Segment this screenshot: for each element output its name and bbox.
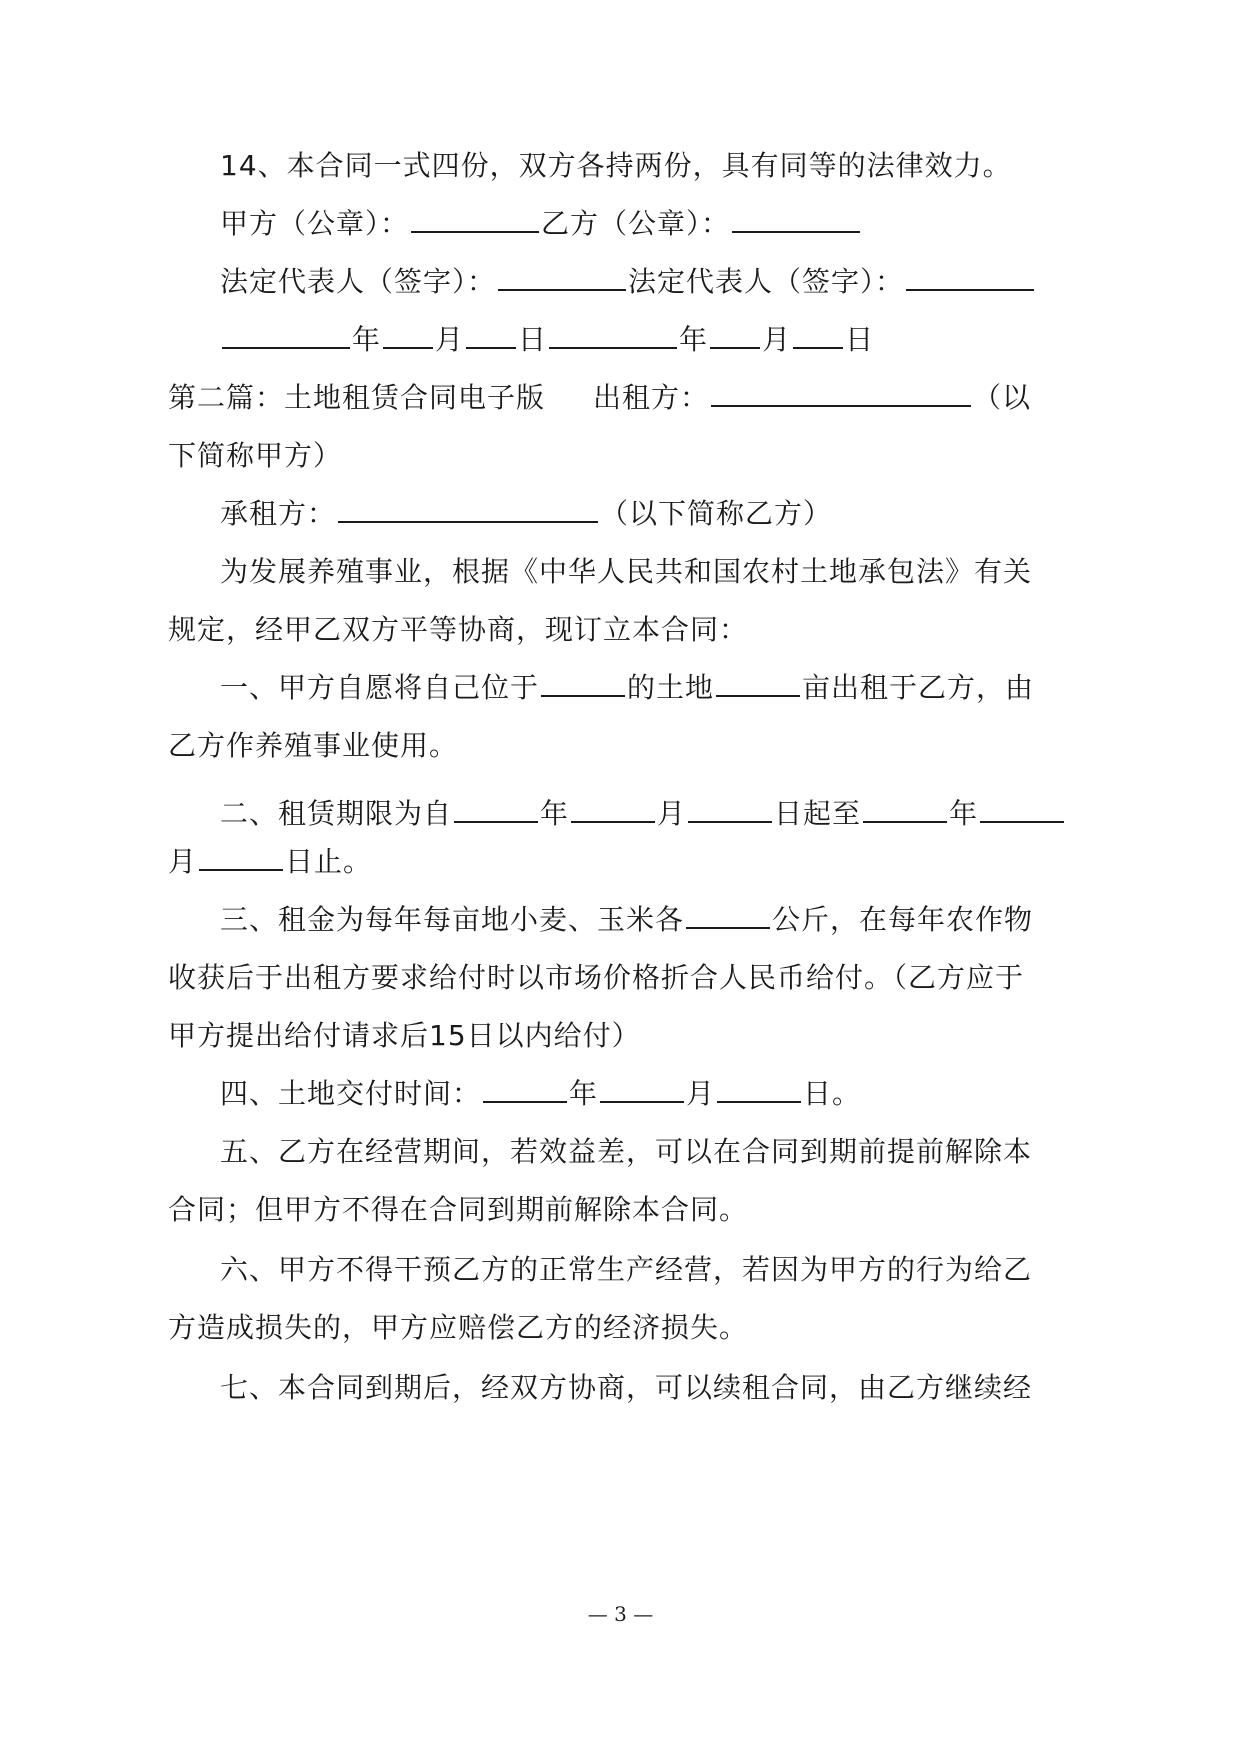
text: 三、租金为每年每亩地小麦、玉米各 (220, 903, 685, 936)
year-blank[interactable] (549, 321, 677, 349)
clause-3-cont-2 (168, 1016, 641, 1056)
clause-3-cont (168, 958, 1024, 998)
year-label: 年 (949, 797, 979, 830)
start-day-blank[interactable] (688, 795, 772, 823)
month-label: 月 (762, 323, 792, 356)
delivery-day-blank[interactable] (717, 1075, 801, 1103)
text: 二、租赁期限为自 (220, 797, 453, 830)
day-blank[interactable] (793, 321, 843, 349)
year-label: 年 (540, 797, 570, 830)
text: 14、本合同一式四份，双方各持两份，具有同等的法律效力。 (220, 149, 1012, 182)
text: 甲方提出给付请求后15日以内给付） (168, 1019, 641, 1052)
month-label: 月 (686, 1077, 716, 1110)
text: 为发展养殖事业，根据《中华人民共和国农村土地承包法》有关 (220, 555, 1033, 588)
month-label: 月 (657, 797, 687, 830)
start-year-blank[interactable] (454, 795, 538, 823)
year-blank[interactable] (222, 321, 350, 349)
clause-4 (220, 1074, 861, 1114)
day-label: 日 (518, 323, 548, 356)
text: 方造成损失的，甲方应赔偿乙方的经济损失。 (168, 1311, 749, 1344)
end-month-blank[interactable] (980, 795, 1064, 823)
lessor-note: （以 (973, 381, 1032, 414)
month-blank[interactable] (383, 321, 433, 349)
start-month-blank[interactable] (571, 795, 655, 823)
lessee-line (220, 494, 832, 534)
month-blank[interactable] (710, 321, 760, 349)
party-b-rep-label: 法定代表人（签字）： (628, 265, 905, 298)
clause-1 (220, 668, 1034, 708)
text: 日起至 (774, 797, 862, 830)
text: 的土地 (627, 671, 715, 704)
lessor-label: 出租方： (593, 381, 710, 414)
text: 四、土地交付时间： (220, 1077, 482, 1110)
delivery-month-blank[interactable] (600, 1075, 684, 1103)
date-line (220, 320, 874, 360)
text: 一、甲方自愿将自己位于 (220, 671, 540, 704)
lessor-note-cont (168, 436, 342, 476)
day-label: 日。 (803, 1077, 862, 1110)
clause-6 (220, 1250, 1032, 1290)
end-year-blank[interactable] (863, 795, 947, 823)
party-b-seal-blank[interactable] (732, 205, 860, 233)
clause-2 (220, 794, 1066, 834)
lessor-blank[interactable] (711, 379, 971, 407)
party-b-rep-blank[interactable] (906, 263, 1034, 291)
section-heading-line (168, 378, 1031, 418)
clause-14 (220, 146, 1012, 186)
lessee-label: 承租方： (220, 497, 337, 530)
clause-5 (220, 1132, 1032, 1172)
seal-line (220, 204, 862, 244)
year-label: 年 (679, 323, 709, 356)
lessee-note: （以下简称乙方） (600, 497, 833, 530)
month-label: 月 (435, 323, 465, 356)
location-blank[interactable] (541, 669, 625, 697)
section-title: 第二篇：土地租赁合同电子版 (168, 381, 546, 414)
party-a-seal-label: 甲方（公章）： (220, 207, 410, 240)
clause-6-cont (168, 1308, 748, 1348)
party-a-rep-blank[interactable] (498, 263, 626, 291)
text: 公斤，在每年农作物 (772, 903, 1034, 936)
month-label: 月 (168, 845, 198, 878)
clause-5-cont (168, 1190, 748, 1230)
signature-line (220, 262, 1036, 302)
preamble (220, 552, 1032, 592)
day-label: 日 (845, 323, 875, 356)
page-number: — 3 — (587, 1602, 654, 1626)
clause-3 (220, 900, 1033, 940)
text: 收获后于出租方要求给付时以市场价格折合人民币给付。（乙方应于 (168, 961, 1025, 994)
end-day-blank[interactable] (199, 843, 283, 871)
text: 日止。 (285, 845, 373, 878)
text: 五、乙方在经营期间，若效益差，可以在合同到期前提前解除本 (220, 1135, 1033, 1168)
delivery-year-blank[interactable] (483, 1075, 567, 1103)
preamble-cont (168, 610, 748, 650)
text: 下简称甲方） (168, 439, 343, 472)
area-blank[interactable] (716, 669, 800, 697)
rent-amount-blank[interactable] (686, 901, 770, 929)
text: 亩出租于乙方，由 (802, 671, 1035, 704)
text: 七、本合同到期后，经双方协商，可以续租合同，由乙方继续经 (220, 1371, 1033, 1404)
text: 规定，经甲乙双方平等协商，现订立本合同： (168, 613, 749, 646)
party-a-rep-label: 法定代表人（签字）： (220, 265, 497, 298)
day-blank[interactable] (466, 321, 516, 349)
year-label: 年 (569, 1077, 599, 1110)
text: 合同；但甲方不得在合同到期前解除本合同。 (168, 1193, 749, 1226)
lessee-blank[interactable] (338, 495, 598, 523)
text: 六、甲方不得干预乙方的正常生产经营，若因为甲方的行为给乙 (220, 1253, 1033, 1286)
party-b-seal-label: 乙方（公章）： (541, 207, 731, 240)
clause-2-cont (168, 842, 372, 882)
clause-7 (220, 1368, 1032, 1408)
text: 乙方作养殖事业使用。 (168, 729, 459, 762)
year-label: 年 (352, 323, 382, 356)
clause-1-cont (168, 726, 458, 766)
party-a-seal-blank[interactable] (411, 205, 539, 233)
